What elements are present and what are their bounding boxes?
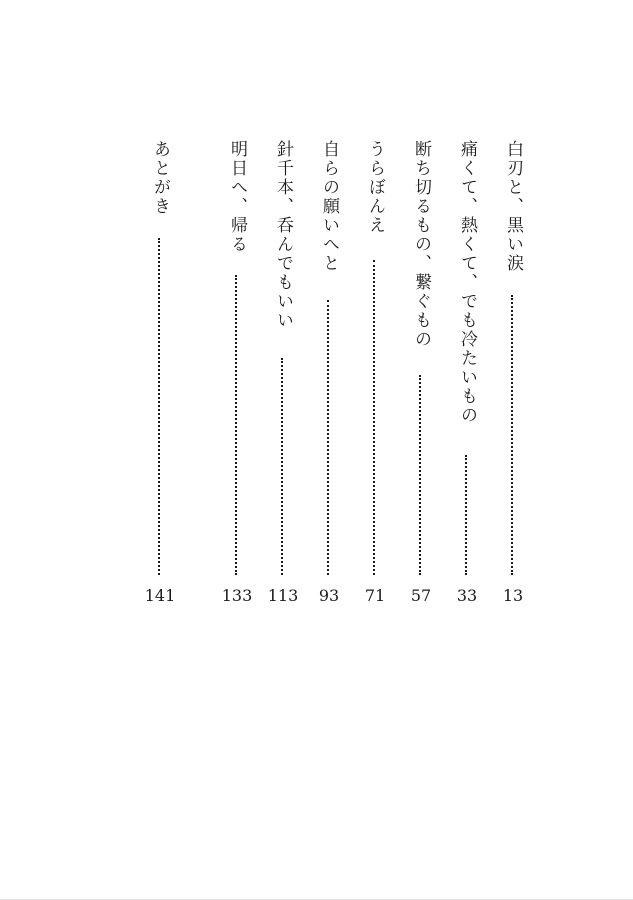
toc-entry-title: 針千本、呑んでもいい [273, 140, 293, 330]
toc-entry-title: 自らの願いへと [319, 140, 339, 273]
dot-leader [373, 260, 375, 575]
toc-page-number: 13 [502, 586, 524, 605]
dot-leader [158, 238, 160, 575]
dot-leader [465, 455, 467, 575]
toc-page-number: 57 [410, 586, 432, 605]
toc-entry-title: 断ち切るもの、繋ぐもの [411, 140, 431, 349]
toc-entry[interactable] [455, 140, 479, 610]
toc-entry-title: 明日へ、帰る [227, 140, 247, 254]
dot-leader [327, 300, 329, 575]
toc-entry-title: 痛くて、熱くて、でも冷たいもの [457, 140, 477, 425]
toc-entry[interactable] [409, 140, 433, 610]
toc-entry[interactable] [501, 140, 525, 610]
dot-leader [419, 375, 421, 575]
dot-leader [281, 358, 283, 575]
toc-entry-title: 白刃と、黒い涙 [503, 140, 523, 273]
toc-page-number: 113 [267, 586, 299, 605]
toc-entry[interactable] [144, 140, 176, 610]
toc-entry[interactable] [267, 140, 299, 610]
dot-leader [235, 275, 237, 575]
toc-entry[interactable] [363, 140, 387, 610]
toc-page-number: 71 [364, 586, 386, 605]
toc-page-number: 93 [318, 586, 340, 605]
toc-entry[interactable] [317, 140, 341, 610]
toc-page-number: 33 [456, 586, 478, 605]
toc-page-number: 141 [144, 586, 176, 605]
toc-entry[interactable] [221, 140, 253, 610]
toc-page-number: 133 [221, 586, 253, 605]
toc-entry-title: あとがき [150, 140, 170, 216]
dot-leader [511, 295, 513, 575]
toc-entry-title: うらぼんえ [365, 140, 385, 235]
